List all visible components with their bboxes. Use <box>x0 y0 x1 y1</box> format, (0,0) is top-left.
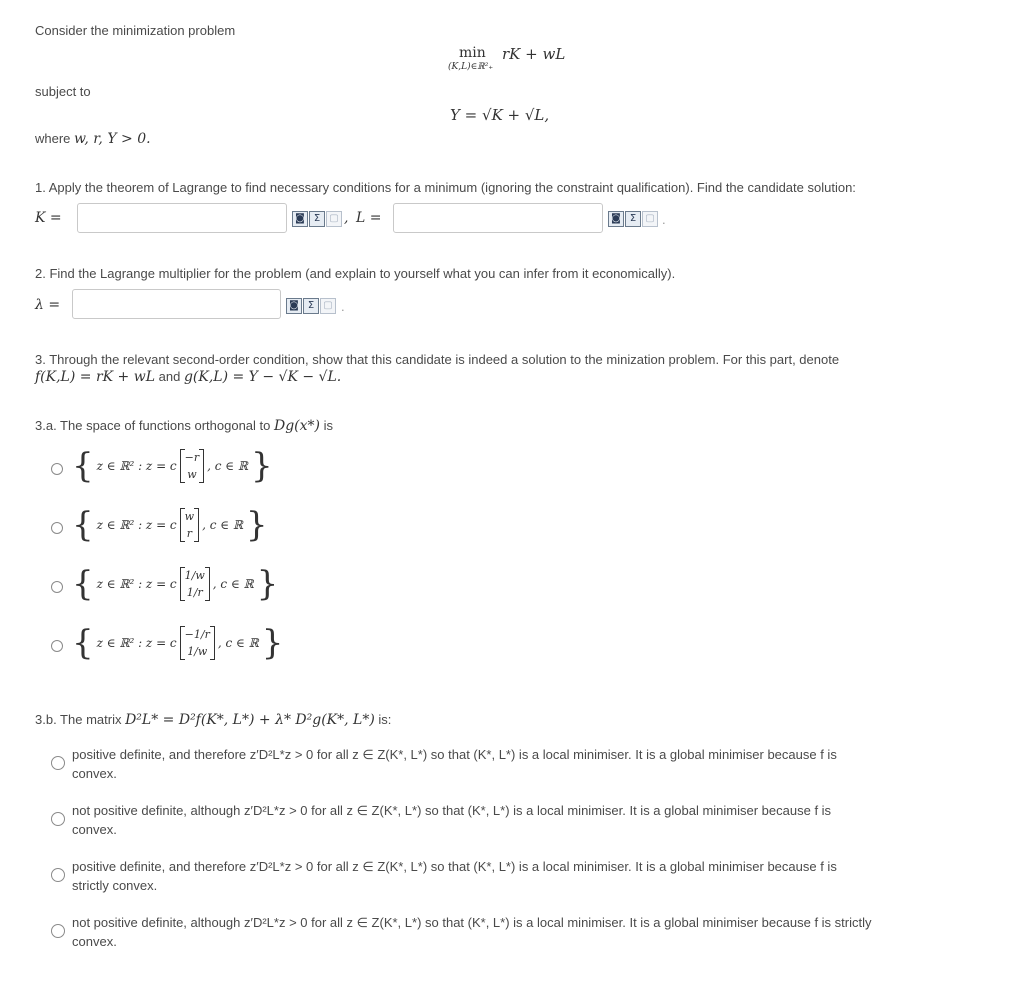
option-3b-4-radio[interactable] <box>51 924 65 938</box>
question-2-text: 2. Find the Lagrange multiplier for the problem (and explain to yourself what you can infer from it economically). <box>35 266 676 281</box>
vector: −1/r 1/w <box>180 626 215 660</box>
option-line-1: positive definite, and therefore z′D²L*z > 0 for all z ∈ Z(K*, L*) so that (K*, L*) is a local minimiser. It is a global minimiser because f is <box>72 859 837 874</box>
sigma-icon[interactable]: Σ <box>309 211 325 227</box>
objective-expression: rK + wL <box>502 45 566 63</box>
min-operator: min <box>459 45 486 61</box>
where-math: w, r, Y > 0. <box>74 131 151 147</box>
sigma-icon[interactable]: Σ <box>625 211 641 227</box>
where-line <box>35 131 151 147</box>
option-line-1: not positive definite, although z′D²L*z > 0 for all z ∈ Z(K*, L*) so that (K*, L*) is a local minimiser. It is a global minimiser because f is strictly <box>72 915 872 930</box>
option-3b-1-radio[interactable] <box>51 756 65 770</box>
option-3b-3[interactable] <box>72 857 837 895</box>
vector: w r <box>180 508 199 542</box>
option-3a-1-radio[interactable] <box>51 463 63 475</box>
preview-icon[interactable]: ◙ <box>608 211 624 227</box>
question-3b-label: 3.b. The matrix <box>35 712 126 727</box>
where-label: where <box>35 131 71 146</box>
comma-separator: , <box>344 210 349 226</box>
lambda-answer-input[interactable] <box>72 289 281 319</box>
preview-icon[interactable]: ◙ <box>286 298 302 314</box>
period: . <box>662 212 666 227</box>
k-answer-input[interactable] <box>77 203 287 233</box>
question-3b-suffix: is: <box>374 712 392 727</box>
option-3b-2[interactable] <box>72 801 831 839</box>
blank-doc-icon[interactable]: ▢ <box>642 211 658 227</box>
g-definition: g(K,L) = Y − √K − √L. <box>183 369 342 385</box>
intro-text: Consider the minimization problem <box>35 23 236 38</box>
option-3a-3[interactable]: { z ∈ ℝ² : z = c 1/w 1/r , c ∈ ℝ } <box>72 564 279 604</box>
subject-to-label: subject to <box>35 84 91 99</box>
question-3a-label: 3.a. The space of functions orthogonal to <box>35 418 274 433</box>
option-line-2: strictly convex. <box>72 878 158 893</box>
blank-doc-icon[interactable]: ▢ <box>326 211 342 227</box>
option-line-1: not positive definite, although z′D²L*z > 0 for all z ∈ Z(K*, L*) so that (K*, L*) is a local minimiser. It is a global minimiser because f is <box>72 803 832 818</box>
l-label: L = <box>356 210 382 226</box>
option-3a-4-radio[interactable] <box>51 640 63 652</box>
option-3a-2-radio[interactable] <box>51 522 63 534</box>
question-3b-math: D²L* = D²f(K*, L*) + λ* D²g(K*, L*) <box>125 712 375 728</box>
period: . <box>341 299 345 314</box>
option-3b-2-radio[interactable] <box>51 812 65 826</box>
l-answer-input[interactable] <box>393 203 603 233</box>
option-line-2: convex. <box>72 822 117 837</box>
question-3b-text <box>35 712 391 728</box>
and-text: and <box>155 369 184 384</box>
vector: 1/w 1/r <box>180 567 210 601</box>
option-3a-4[interactable]: { z ∈ ℝ² : z = c −1/r 1/w , c ∈ ℝ } <box>72 623 284 663</box>
question-3a-text <box>35 418 333 434</box>
option-3a-2[interactable]: { z ∈ ℝ² : z = c w r , c ∈ ℝ } <box>72 505 268 545</box>
question-3a-suffix: is <box>320 418 333 433</box>
constraint-formula: Y = √K + √L, <box>450 106 550 124</box>
k-answer-toolbar <box>292 210 342 228</box>
question-3-definitions <box>35 369 341 385</box>
min-subscript: (K,L)∈ℝ²₊ <box>448 62 494 72</box>
question-1-text: 1. Apply the theorem of Lagrange to find necessary conditions for a minimum (ignoring the constraint qualification). Find the candidate solution: <box>35 180 856 195</box>
option-line-2: convex. <box>72 766 117 781</box>
k-label: K = <box>35 210 62 226</box>
l-answer-toolbar <box>608 210 658 228</box>
lambda-label: λ = <box>35 297 61 313</box>
option-line-2: convex. <box>72 934 117 949</box>
question-3-text: 3. Through the relevant second-order condition, show that this candidate is indeed a solution to the minization problem. For this part, denote <box>35 352 840 367</box>
sigma-icon[interactable]: Σ <box>303 298 319 314</box>
question-3a-math: Dg(x*) <box>273 418 320 434</box>
f-definition: f(K,L) = rK + wL <box>35 369 156 385</box>
option-3b-1[interactable] <box>72 745 837 783</box>
blank-doc-icon[interactable]: ▢ <box>320 298 336 314</box>
option-line-1: positive definite, and therefore z′D²L*z > 0 for all z ∈ Z(K*, L*) so that (K*, L*) is a local minimiser. It is a global minimiser because f is <box>72 747 837 762</box>
option-3b-4[interactable] <box>72 913 872 951</box>
option-3b-3-radio[interactable] <box>51 868 65 882</box>
vector: −r w <box>180 449 204 483</box>
option-3a-1[interactable]: { z ∈ ℝ² : z = c −r w , c ∈ ℝ } <box>72 446 273 486</box>
lambda-answer-toolbar <box>286 297 336 315</box>
option-3a-3-radio[interactable] <box>51 581 63 593</box>
preview-icon[interactable]: ◙ <box>292 211 308 227</box>
